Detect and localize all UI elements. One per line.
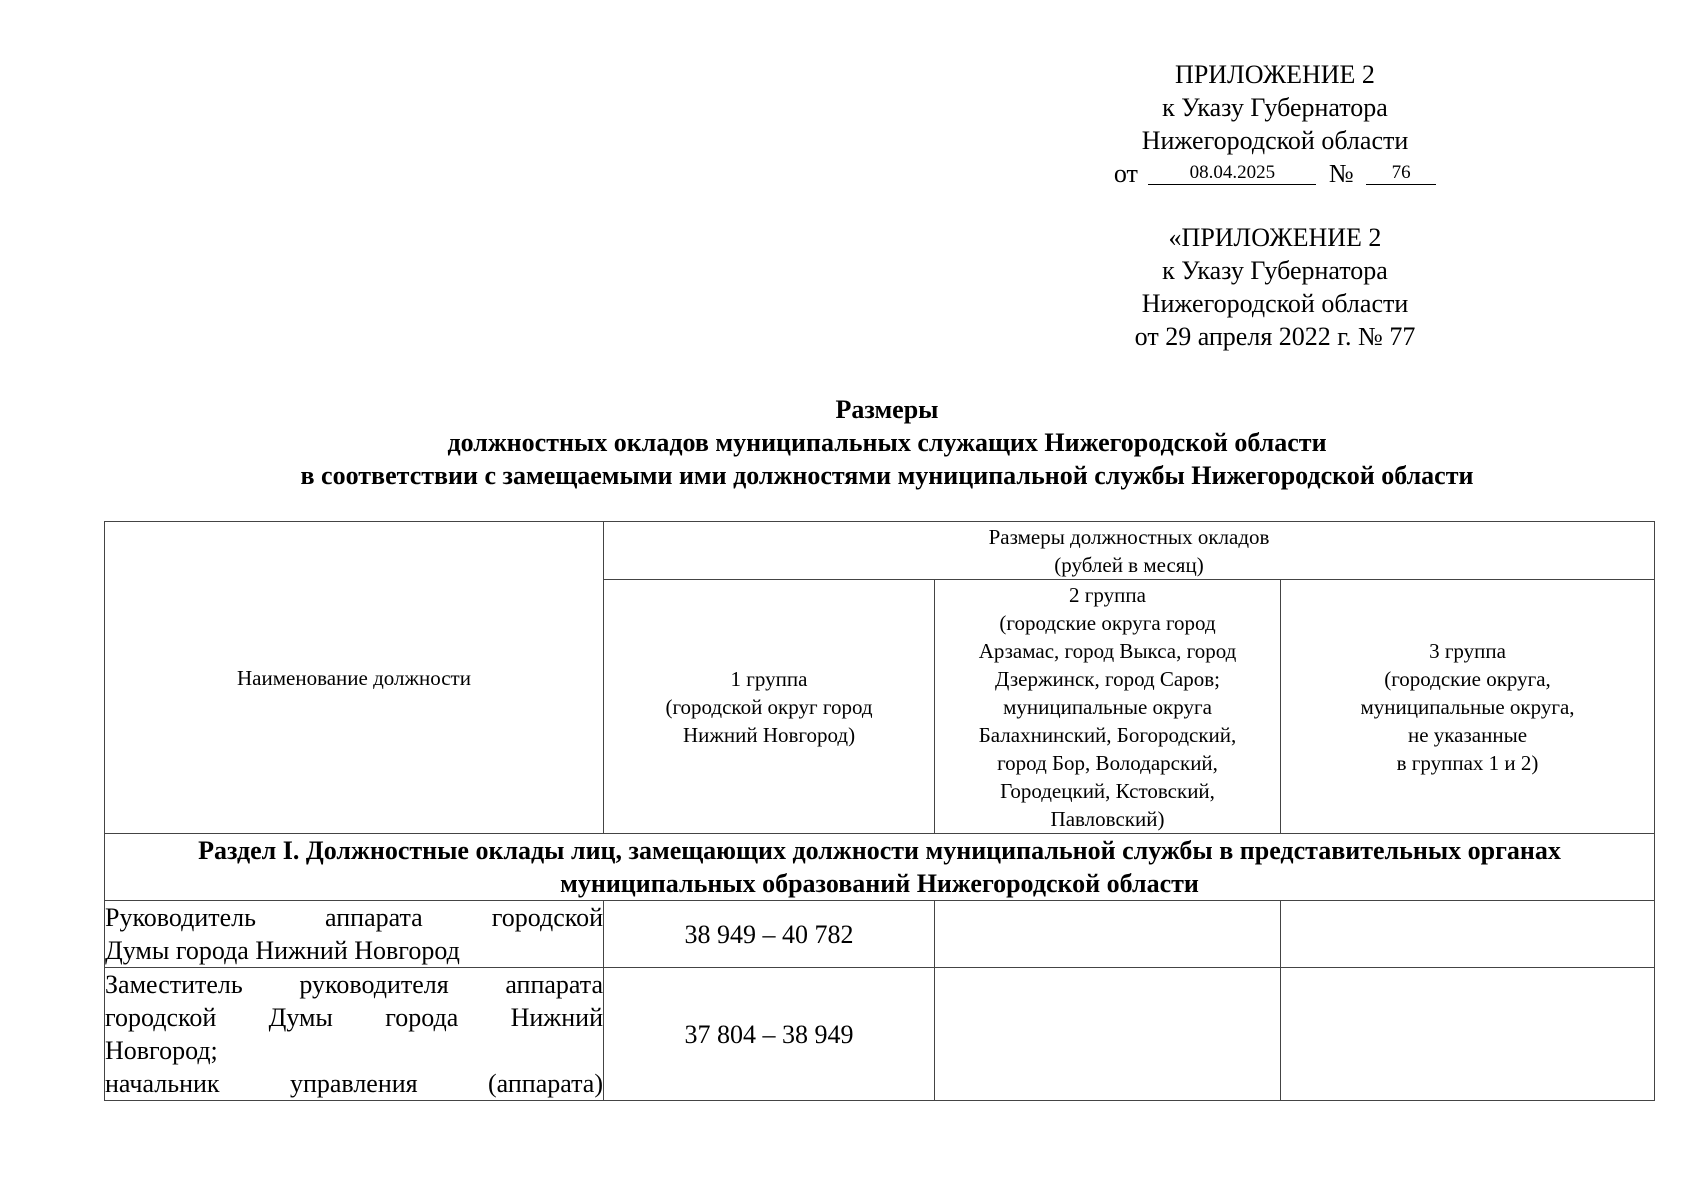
group-3-line: (городские округа, xyxy=(1384,666,1551,691)
salary-group-3-cell xyxy=(1281,968,1655,1101)
table-header-row-1 xyxy=(105,522,1655,580)
salary-group-1-cell: 37 804 – 38 949 xyxy=(604,968,935,1101)
title-line-2: должностных окладов муниципальных служащих Нижегородской области xyxy=(447,428,1327,457)
position-name-line: Заместитель руководителя аппарата xyxy=(105,970,603,999)
group-1-line: 1 группа xyxy=(730,666,808,691)
section-heading-row xyxy=(105,834,1655,901)
position-name-line: начальник управления (аппарата) xyxy=(105,1069,603,1098)
approval-date-original: от 29 апреля 2022 г. № 77 xyxy=(1134,322,1416,351)
number-sign: № xyxy=(1328,159,1354,188)
approval-region-original: Нижегородской области xyxy=(1141,289,1409,318)
position-name-line: городской Думы города Нижний xyxy=(105,1003,603,1032)
approval-decree-ref: к Указу Губернатора xyxy=(1162,93,1388,122)
section-1-line-1: Раздел I. Должностные оклады лиц, замещающих должности муниципальной службы в представительных органах xyxy=(198,836,1561,865)
group-2-line: Городецкий, Кстовский, xyxy=(1000,778,1215,803)
salary-group-2-cell xyxy=(935,901,1281,968)
position-name-line: Новгород; xyxy=(105,1036,218,1065)
decree-date: 08.04.2025 xyxy=(1148,162,1316,185)
group-2-line: (городские округа город xyxy=(999,610,1216,635)
salary-group-3-cell xyxy=(1281,901,1655,968)
salary-table xyxy=(104,521,1655,1101)
group-1-line: (городской округ город xyxy=(665,694,873,719)
approval-heading-original: «ПРИЛОЖЕНИЕ 2 xyxy=(1168,223,1382,252)
section-1-line-2: муниципальных образований Нижегородской области xyxy=(560,869,1199,898)
group-2-line: муниципальные округа xyxy=(1003,694,1212,719)
title-line-1: Размеры xyxy=(835,395,939,424)
group-3-line: 3 группа xyxy=(1429,638,1506,663)
from-label: от xyxy=(1113,159,1138,188)
group-3-line: не указанные xyxy=(1407,722,1528,747)
group-1-line: Нижний Новгород) xyxy=(682,722,856,747)
header-position-name: Наименование должности xyxy=(105,522,604,834)
group-3-line: в группах 1 и 2) xyxy=(1396,750,1539,775)
salary-group-1-cell: 38 949 – 40 782 xyxy=(604,901,935,968)
group-2-line: Дзержинск, город Саров; xyxy=(995,666,1220,691)
group-2-line: Балахнинский, Богородский, xyxy=(978,722,1237,747)
group-2-line: город Бор, Володарский, xyxy=(997,750,1218,775)
approval-region: Нижегородской области xyxy=(1141,126,1409,155)
header-salary-sizes xyxy=(604,522,1655,580)
group-2-line: Арзамас, город Выкса, город xyxy=(978,638,1237,663)
approval-requisites xyxy=(1085,157,1465,190)
salary-group-2-cell xyxy=(935,968,1281,1101)
header-group-2 xyxy=(935,580,1281,834)
approval-block-original xyxy=(1085,221,1465,353)
table-row xyxy=(105,968,1655,1101)
header-group-3 xyxy=(1281,580,1655,834)
header-group-1 xyxy=(604,580,935,834)
group-3-line: муниципальные округа, xyxy=(1360,694,1575,719)
position-name-cell xyxy=(105,968,604,1101)
table-row xyxy=(105,901,1655,968)
approval-decree-ref-original: к Указу Губернатора xyxy=(1162,256,1388,285)
position-name-line: Думы города Нижний Новгород xyxy=(105,936,460,965)
header-salary-line-1: Размеры должностных окладов xyxy=(988,524,1270,549)
group-2-line: Павловский) xyxy=(1050,806,1165,831)
group-2-line: 2 группа xyxy=(1069,582,1146,607)
approval-heading: ПРИЛОЖЕНИЕ 2 xyxy=(1175,60,1375,89)
position-name-cell xyxy=(105,901,604,968)
document-title xyxy=(0,393,1697,492)
title-line-3: в соответствии с замещаемыми ими должностями муниципальной службы Нижегородской области xyxy=(300,461,1474,490)
approval-block-current xyxy=(1085,58,1465,190)
section-1-heading xyxy=(105,834,1655,901)
decree-number: 76 xyxy=(1366,162,1436,185)
position-name-line: Руководитель аппарата городской xyxy=(105,903,603,932)
header-salary-line-2: (рублей в месяц) xyxy=(1054,552,1204,577)
